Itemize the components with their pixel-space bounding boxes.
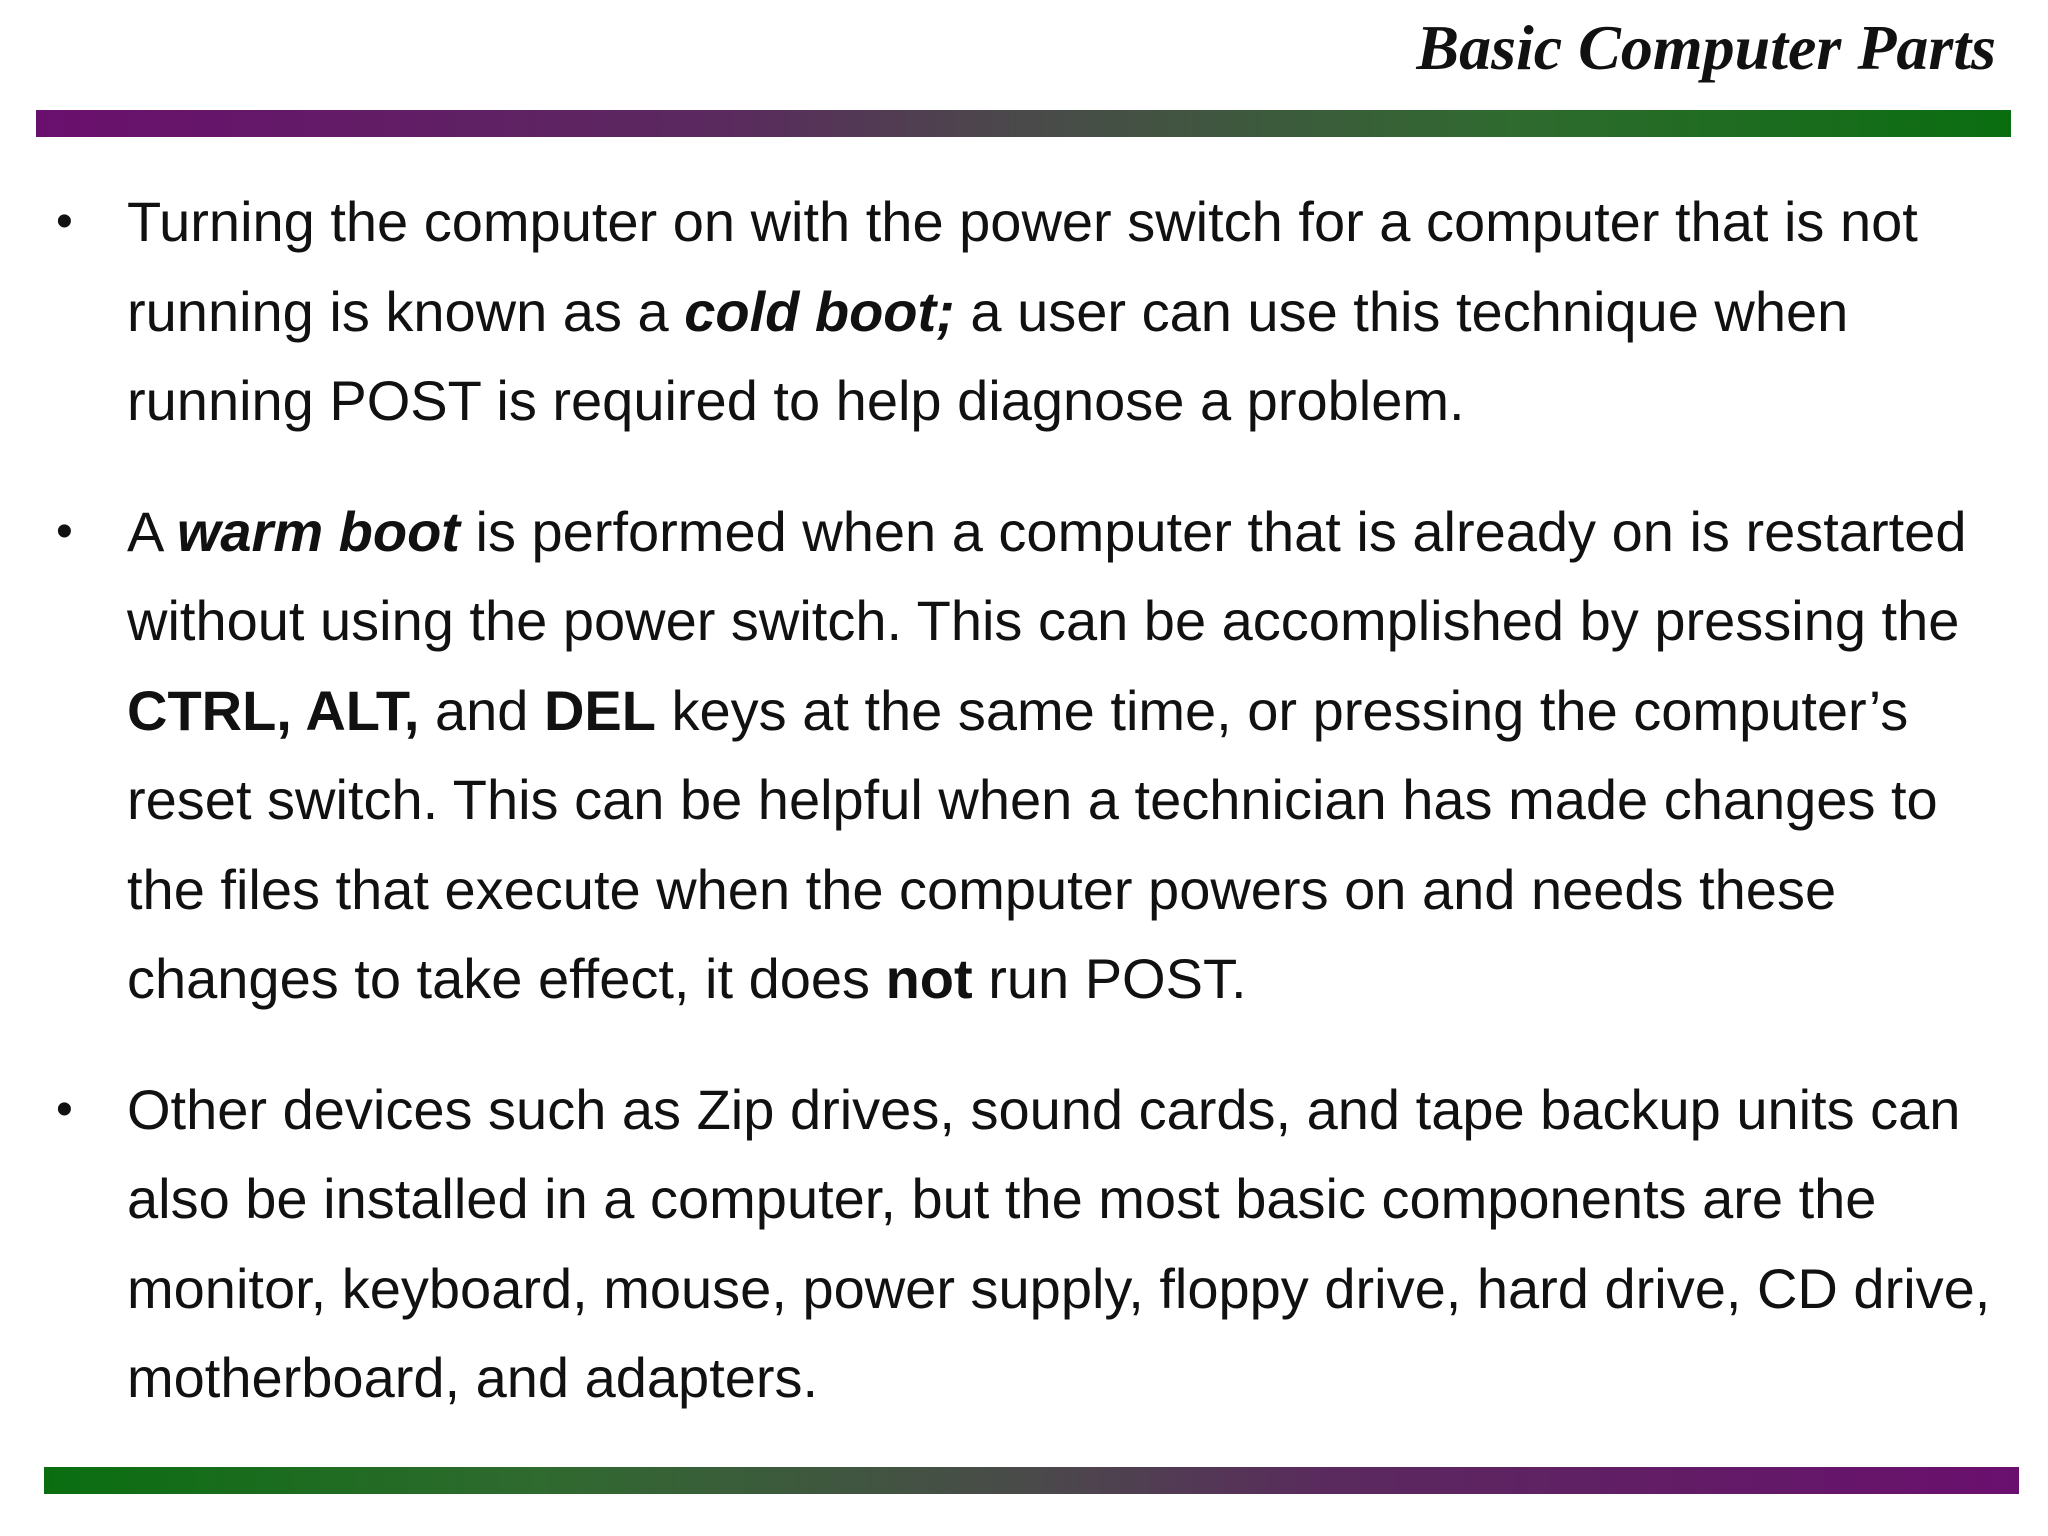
emphasis-not: not [885,947,973,1010]
bullet-text: run POST. [972,947,1247,1010]
slide-title: Basic Computer Parts [1416,12,1996,83]
bullet-text: is performed when a computer that is already on is restarted without using the power switch. This can be accomplished by pressing the [127,499,1967,652]
keys-ctrl-alt: CTRL, ALT, [127,678,420,742]
bullet-list [0,177,2048,1423]
bullet-text: A [127,499,177,563]
bullet-marker: • [56,1082,73,1136]
bullet-item-warm-boot [0,487,2048,1024]
bullet-item-other-devices [0,1065,2048,1423]
bullet-text: Turning the computer on with the power switch for a computer that is not running is known as a [127,190,1918,343]
top-gradient-bar [36,110,2011,137]
bullet-text: and [419,678,544,742]
term-cold-boot: cold boot; [684,279,955,343]
bullet-text: keys at the same time, or pressing the computer’s reset switch. This can be helpful when a technician has made changes to the files that execute when the computer powers on and needs these changes to take effect, it does [127,678,1938,1010]
bullet-marker: • [56,195,73,248]
term-warm-boot: warm boot [176,499,460,563]
bullet-text: Other devices such as Zip drives, sound cards, and tape backup units can also be installed in a computer, but the most basic components are the monitor, keyboard, mouse, power supply, floppy drive, hard drive, CD drive, motherboard, and adapters. [127,1077,1991,1409]
bullet-text: a user can use this technique when running POST is required to help diagnose a problem. [127,279,1849,432]
bullet-item-cold-boot [0,177,2048,446]
key-del: DEL [543,678,656,742]
bottom-gradient-bar [44,1467,2019,1494]
bullet-marker: • [56,504,73,558]
